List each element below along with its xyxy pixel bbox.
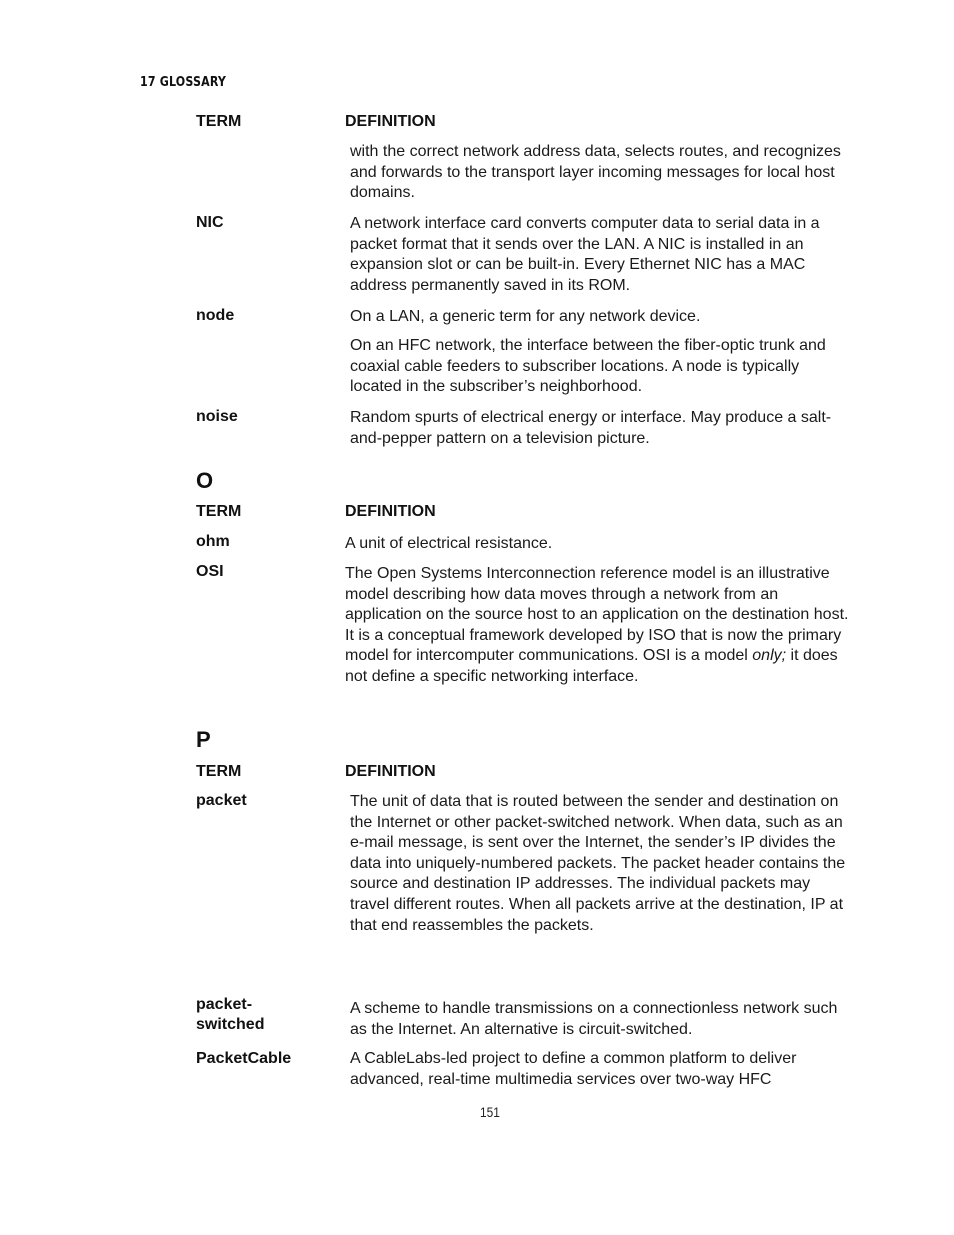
definition-packet: The unit of data that is routed between the sender and destination on the Internet or other packet-switched network. When data, such as an e-mail message, is sent over the Internet, the sender’s IP divides the data into uniquely-numbered packets. The packet header contains the source and destination IP addresses. The individual packets may travel different routes. When all packets arrive at the destination, IP at that end reassembles the packets. [350, 793, 846, 934]
term-packetcable: PacketCable [196, 1050, 292, 1067]
section-letter-p: P [196, 727, 211, 752]
definition-nic: A network interface card converts computer data to serial data in a packet format that it sends over the LAN. A NIC is installed in an expansion slot or can be built-in. Every Ethernet NIC has a MAC address permanently saved in its ROM. [350, 215, 820, 294]
term-column-header: TERM [196, 503, 242, 520]
definition-ohm: A unit of electrical resistance. [345, 535, 553, 552]
chapter-header: 17 GLOSSARY [140, 75, 227, 90]
definition-column-header: DEFINITION [345, 763, 436, 780]
term-nic: NIC [196, 214, 224, 231]
section-letter-o: O [196, 468, 214, 493]
definition-node-2: On an HFC network, the interface between the fiber-optic trunk and coaxial cable feeders to subscriber locations. A node is typically located in the subscriber’s neighborhood. [350, 337, 826, 396]
definition-continued: with the correct network address data, selects routes, and recognizes and forwards to the transport layer incoming messages for local host domains. [350, 143, 841, 202]
term-packet: packet [196, 792, 247, 809]
term-packet-switched: packet- switched [196, 996, 265, 1033]
definition-packetcable: A CableLabs-led project to define a common platform to deliver advanced, real-time multimedia services over two-way HFC [350, 1050, 797, 1088]
definition-noise: Random spurts of electrical energy or interface. May produce a salt-and-pepper pattern on a television picture. [350, 409, 832, 447]
definition-packet-switched: A scheme to handle transmissions on a connectionless network such as the Internet. An alternative is circuit-switched. [350, 1000, 838, 1038]
term-ohm: ohm [196, 533, 230, 550]
definition-osi: The Open Systems Interconnection reference model is an illustrative model describing how data moves through a network from an application on the source host to an application on the destination host. It is a conceptual framework developed by ISO that is now the primary model for intercomputer communications. OSI is a model only; it does not define a specific networking interface. [345, 565, 849, 685]
term-column-header: TERM [196, 763, 242, 780]
definition-column-header: DEFINITION [345, 503, 436, 520]
page-number: 151 [480, 1104, 500, 1120]
term-noise: noise [196, 408, 238, 425]
term-osi: OSI [196, 563, 224, 580]
definition-node-1: On a LAN, a generic term for any network device. [350, 308, 701, 325]
definition-column-header: DEFINITION [345, 113, 436, 130]
emphasis-only: only; [752, 647, 787, 665]
term-node: node [196, 307, 235, 324]
term-column-header: TERM [196, 113, 242, 130]
